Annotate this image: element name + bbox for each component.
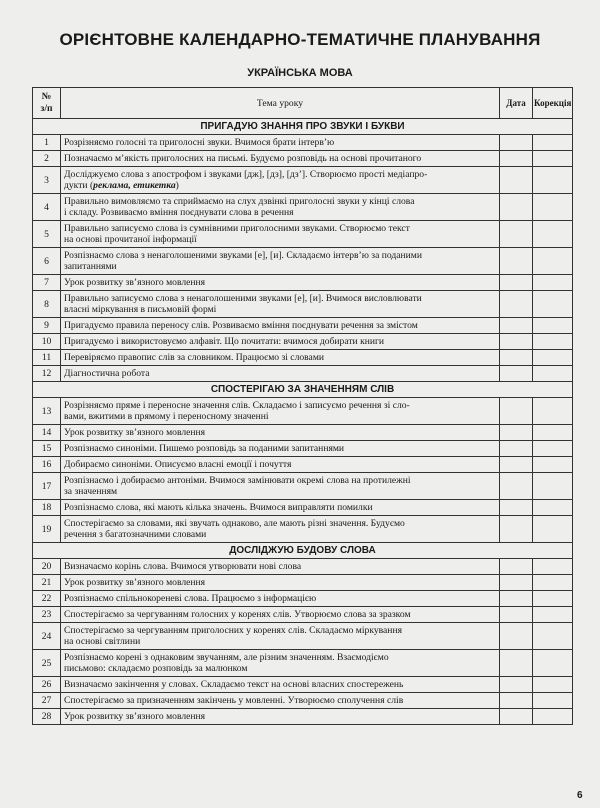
correction-cell[interactable] (533, 607, 573, 623)
date-cell[interactable] (500, 318, 533, 334)
header-number-sign: № (41, 91, 52, 102)
lesson-topic-line: власні міркування в письмовій формі (64, 304, 217, 315)
correction-cell[interactable] (533, 500, 573, 516)
table-row (33, 457, 573, 473)
date-cell[interactable] (500, 709, 533, 725)
correction-cell[interactable] (533, 425, 573, 441)
date-cell[interactable] (500, 366, 533, 382)
lesson-topic-line: Визначаємо корінь слова. Вчимося утворювати нові слова (64, 561, 302, 572)
correction-cell[interactable] (533, 350, 573, 366)
date-cell[interactable] (500, 575, 533, 591)
lesson-number: 20 (33, 559, 61, 575)
lesson-topic-line: Спостерігаємо за словами, які звучать однаково, але мають різні значення. Будуємо (64, 518, 405, 529)
lesson-number: 12 (33, 366, 61, 382)
lesson-topic (61, 607, 500, 623)
table-row (33, 473, 573, 500)
date-cell[interactable] (500, 457, 533, 473)
table-row (33, 248, 573, 275)
lesson-topic (61, 350, 500, 366)
date-cell[interactable] (500, 151, 533, 167)
date-cell[interactable] (500, 650, 533, 677)
correction-cell[interactable] (533, 559, 573, 575)
lesson-topic (61, 135, 500, 151)
date-cell[interactable] (500, 693, 533, 709)
date-cell[interactable] (500, 275, 533, 291)
lesson-topic (61, 194, 500, 221)
correction-cell[interactable] (533, 575, 573, 591)
correction-cell[interactable] (533, 709, 573, 725)
lesson-topic (61, 425, 500, 441)
lesson-topic-line: речення з багатозначними словами (64, 529, 207, 540)
section-row (33, 382, 573, 398)
planning-table (32, 87, 573, 725)
lesson-number: 25 (33, 650, 61, 677)
lesson-topic (61, 457, 500, 473)
lesson-topic-line: запитаннями (64, 261, 117, 272)
lesson-topic (61, 650, 500, 677)
correction-cell[interactable] (533, 693, 573, 709)
lesson-topic (61, 291, 500, 318)
table-row (33, 516, 573, 543)
lesson-topic-line: Урок розвитку зв’язного мовлення (64, 577, 206, 588)
table-row (33, 135, 573, 151)
lesson-number: 1 (33, 135, 61, 151)
lesson-topic (61, 318, 500, 334)
lesson-topic-line: на основі прочитаної інформації (64, 234, 197, 245)
lesson-number: 18 (33, 500, 61, 516)
lesson-topic-line: Урок розвитку зв’язного мовлення (64, 277, 206, 288)
lesson-topic-line: на основі світлини (64, 636, 141, 647)
lesson-topic-line: і складу. Розвиваємо вміння поєднувати слова в речення (64, 207, 294, 218)
date-cell[interactable] (500, 559, 533, 575)
lesson-topic-line: письмово: складаємо розповідь за малюнком (64, 663, 248, 674)
table-row (33, 709, 573, 725)
lesson-number: 26 (33, 677, 61, 693)
date-cell[interactable] (500, 516, 533, 543)
table-row (33, 575, 573, 591)
date-cell[interactable] (500, 167, 533, 194)
table-row (33, 398, 573, 425)
lesson-topic (61, 334, 500, 350)
lesson-topic-line: Спостерігаємо за чергуванням приголосних у коренях слів. Складаємо міркування (64, 625, 402, 636)
lesson-number: 10 (33, 334, 61, 350)
table-row (33, 194, 573, 221)
table-row (33, 275, 573, 291)
correction-cell[interactable] (533, 135, 573, 151)
lesson-number: 27 (33, 693, 61, 709)
correction-cell[interactable] (533, 221, 573, 248)
date-cell[interactable] (500, 291, 533, 318)
correction-cell[interactable] (533, 677, 573, 693)
page-number: 6 (577, 790, 583, 801)
date-cell[interactable] (500, 441, 533, 457)
section-row (33, 119, 573, 135)
lesson-number: 22 (33, 591, 61, 607)
header-number (33, 88, 61, 119)
date-cell[interactable] (500, 500, 533, 516)
table-row (33, 441, 573, 457)
lesson-topic-line: Визначаємо закінчення у словах. Складаємо текст на основі власних спостережень (64, 679, 404, 690)
correction-cell[interactable] (533, 473, 573, 500)
correction-cell[interactable] (533, 457, 573, 473)
table-row (33, 623, 573, 650)
table-row (33, 167, 573, 194)
lesson-number: 13 (33, 398, 61, 425)
lesson-topic-line: Позначаємо м’якість приголосних на письмі. Будуємо розповідь на основі прочитаного (64, 153, 422, 164)
table-row (33, 221, 573, 248)
header-number-abbr: з/п (40, 103, 53, 114)
lesson-topic-line: Розпізнаємо корені з однаковим звучанням, але різним значенням. Взаємодіємо (64, 652, 389, 663)
table-row (33, 591, 573, 607)
table-row (33, 318, 573, 334)
table-row (33, 677, 573, 693)
lesson-topic-line: Розпізнаємо і добираємо антоніми. Вчимося замінювати окремі слова на протилежні (64, 475, 411, 486)
header-correction: Корекція (533, 88, 573, 119)
lesson-topic-line: ) (175, 180, 179, 191)
date-cell[interactable] (500, 221, 533, 248)
lesson-topic (61, 151, 500, 167)
correction-cell[interactable] (533, 516, 573, 543)
lesson-topic (61, 677, 500, 693)
lesson-topic-line: Урок розвитку зв’язного мовлення (64, 427, 206, 438)
date-cell[interactable] (500, 334, 533, 350)
table-row (33, 500, 573, 516)
lesson-number: 16 (33, 457, 61, 473)
section-title: ДОСЛІДЖУЮ БУДОВУ СЛОВА (33, 543, 573, 559)
lesson-topic (61, 500, 500, 516)
subject-heading: УКРАЇНСЬКА МОВА (247, 67, 353, 79)
lesson-topic-line: дукти ( (64, 180, 94, 191)
date-cell[interactable] (500, 473, 533, 500)
lesson-topic-line: за значенням (64, 486, 118, 497)
lesson-number: 2 (33, 151, 61, 167)
section-title: СПОСТЕРІГАЮ ЗА ЗНАЧЕННЯМ СЛІВ (33, 382, 573, 398)
lesson-topic-line: Розпізнаємо синоніми. Пишемо розповідь за поданими запитаннями (64, 443, 345, 454)
lesson-number: 21 (33, 575, 61, 591)
correction-cell[interactable] (533, 623, 573, 650)
lesson-number: 7 (33, 275, 61, 291)
section-row (33, 543, 573, 559)
date-cell[interactable] (500, 677, 533, 693)
lesson-topic-line: Спостерігаємо за призначенням закінчень у мовленні. Утворюємо сполучення слів (64, 695, 404, 706)
table-row (33, 291, 573, 318)
lesson-topic-line: Правильно записуємо слова з ненаголошеними звуками [е], [и]. Вчимося висловлювати (64, 293, 422, 304)
correction-cell[interactable] (533, 650, 573, 677)
date-cell[interactable] (500, 135, 533, 151)
correction-cell[interactable] (533, 398, 573, 425)
date-cell[interactable] (500, 623, 533, 650)
lesson-topic (61, 591, 500, 607)
header-date: Дата (500, 88, 533, 119)
lesson-number: 5 (33, 221, 61, 248)
page-title: ОРІЄНТОВНЕ КАЛЕНДАРНО-ТЕМАТИЧНЕ ПЛАНУВАННЯ (59, 30, 541, 49)
date-cell[interactable] (500, 194, 533, 221)
table-row (33, 650, 573, 677)
lesson-topic-line: Діагностична робота (64, 368, 150, 379)
correction-cell[interactable] (533, 591, 573, 607)
lesson-topic (61, 366, 500, 382)
lesson-number: 8 (33, 291, 61, 318)
section-title: ПРИГАДУЮ ЗНАННЯ ПРО ЗВУКИ І БУКВИ (33, 119, 573, 135)
date-cell[interactable] (500, 425, 533, 441)
date-cell[interactable] (500, 607, 533, 623)
correction-cell[interactable] (533, 318, 573, 334)
lesson-number: 14 (33, 425, 61, 441)
lesson-topic-line: Розрізняємо голосні та приголосні звуки. Вчимося брати інтерв’ю (64, 137, 335, 148)
lesson-topic-line: Досліджуємо слова з апострофом і звуками [дж], [дз], [дз’]. Створюємо прості медіапро- (64, 169, 428, 180)
lesson-topic-line: Правильно записуємо слова із сумнівними приголосними звуками. Створюємо текст (64, 223, 410, 234)
lesson-topic-line: Пригадуємо і використовуємо алфавіт. Що почитати: вчимося добирати книги (64, 336, 385, 347)
date-cell[interactable] (500, 350, 533, 366)
lesson-number: 9 (33, 318, 61, 334)
lesson-number: 17 (33, 473, 61, 500)
lesson-topic-line: Пригадуємо правила переносу слів. Розвиваємо вміння поєднувати речення за змістом (64, 320, 418, 331)
lesson-topic (61, 709, 500, 725)
lesson-topic (61, 167, 500, 194)
table-row (33, 559, 573, 575)
lesson-topic (61, 516, 500, 543)
lesson-number: 19 (33, 516, 61, 543)
lesson-topic (61, 559, 500, 575)
lesson-topic (61, 221, 500, 248)
lesson-topic (61, 693, 500, 709)
correction-cell[interactable] (533, 151, 573, 167)
lesson-topic-line: Добираємо синоніми. Описуємо власні емоції і почуття (64, 459, 292, 470)
date-cell[interactable] (500, 591, 533, 607)
table-row (33, 425, 573, 441)
lesson-topic-line: Розпізнаємо слова з ненаголошеними звуками [е], [и]. Складаємо інтерв’ю за поданими (64, 250, 423, 261)
table-header-row (33, 88, 573, 119)
lesson-number: 4 (33, 194, 61, 221)
table-row (33, 366, 573, 382)
date-cell[interactable] (500, 398, 533, 425)
correction-cell[interactable] (533, 248, 573, 275)
lesson-topic-line: Правильно вимовляємо та сприймаємо на слух дзвінкі приголосні звуки у кінці слова (64, 196, 415, 207)
table-row (33, 693, 573, 709)
lesson-number: 28 (33, 709, 61, 725)
correction-cell[interactable] (533, 334, 573, 350)
table-row (33, 151, 573, 167)
table-row (33, 607, 573, 623)
correction-cell[interactable] (533, 194, 573, 221)
lesson-topic (61, 398, 500, 425)
lesson-number: 23 (33, 607, 61, 623)
correction-cell[interactable] (533, 366, 573, 382)
lesson-number: 24 (33, 623, 61, 650)
lesson-topic (61, 248, 500, 275)
lesson-number: 6 (33, 248, 61, 275)
lesson-topic-emphasis: реклама, етикетка (93, 180, 176, 191)
table-row (33, 334, 573, 350)
lesson-topic-line: Розпізнаємо слова, які мають кілька значень. Вчимося виправляти помилки (64, 502, 373, 513)
date-cell[interactable] (500, 248, 533, 275)
lesson-topic (61, 441, 500, 457)
correction-cell[interactable] (533, 291, 573, 318)
lesson-number: 15 (33, 441, 61, 457)
lesson-topic-line: Розрізняємо пряме і переносне значення слів. Складаємо і записуємо речення зі сло- (64, 400, 410, 411)
lesson-topic (61, 575, 500, 591)
lesson-number: 11 (33, 350, 61, 366)
correction-cell[interactable] (533, 167, 573, 194)
lesson-topic-line: вами, вжитими в прямому і переносному значенні (64, 411, 269, 422)
header-topic: Тема уроку (61, 88, 500, 119)
lesson-topic-line: Розпізнаємо спільнокореневі слова. Працюємо з інформацією (64, 593, 317, 604)
correction-cell[interactable] (533, 275, 573, 291)
lesson-number: 3 (33, 167, 61, 194)
lesson-topic (61, 275, 500, 291)
table-row (33, 350, 573, 366)
lesson-topic-line: Перевіряємо правопис слів за словником. Працюємо зі словами (64, 352, 325, 363)
lesson-topic-line: Спостерігаємо за чергуванням голосних у коренях слів. Утворюємо слова за зразком (64, 609, 411, 620)
lesson-topic-line: Урок розвитку зв’язного мовлення (64, 711, 206, 722)
lesson-topic (61, 473, 500, 500)
lesson-topic (61, 623, 500, 650)
correction-cell[interactable] (533, 441, 573, 457)
